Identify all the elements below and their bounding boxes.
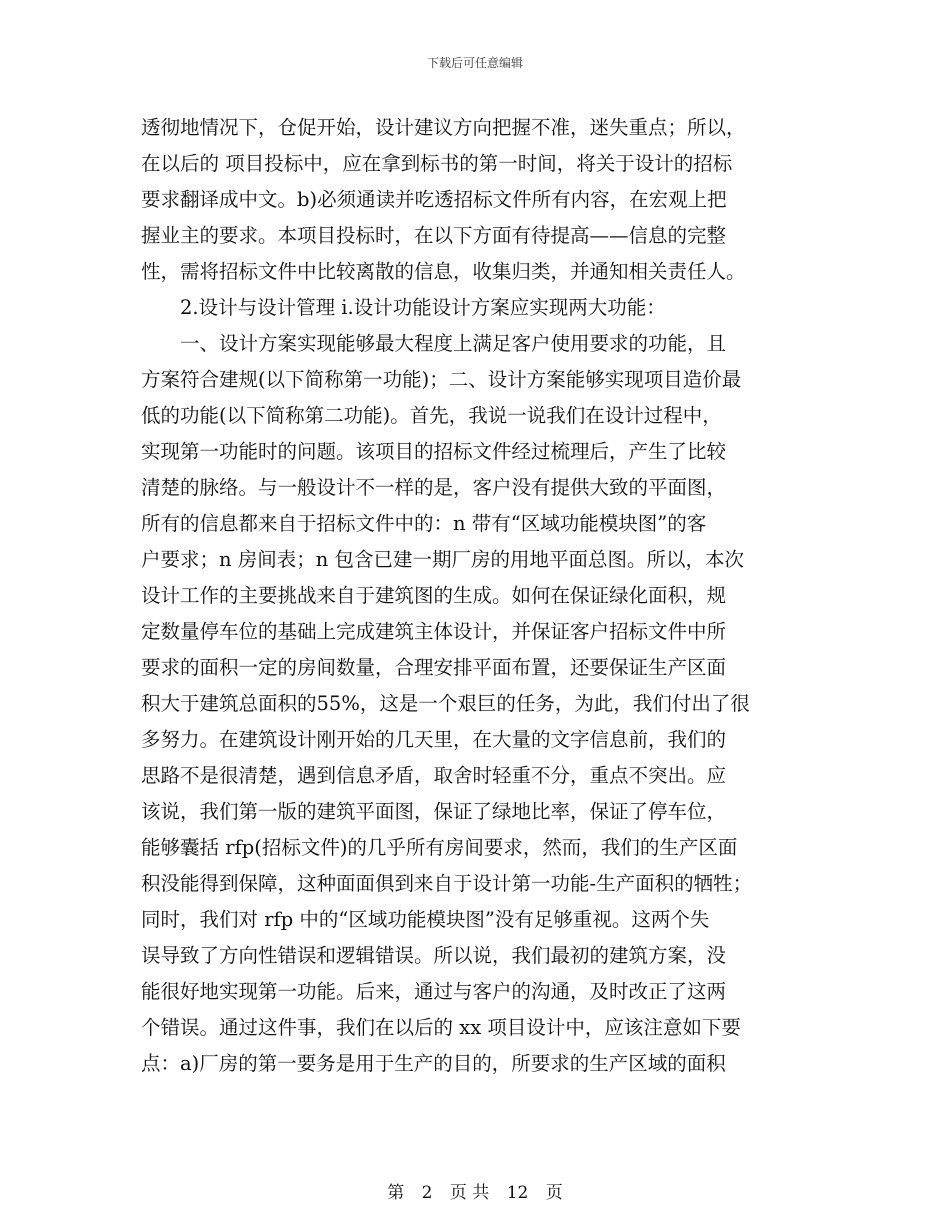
text-line: 思路不是很清楚，遇到信息矛盾，取舍时轻重不分，重点不突出。应 — [141, 764, 727, 787]
page-footer — [0, 1178, 950, 1203]
text-line: 户要求；n 房间表；n 包含已建一期厂房的用地平面总图。所以，本次 — [141, 548, 745, 571]
text-line: 方案符合建规(以下简称第一功能)；二、设计方案能够实现项目造价最 — [141, 368, 742, 391]
text-line: 一、设计方案实现能够最大程度上满足客户使用要求的功能，且 — [141, 332, 727, 355]
text-line: 性，需将招标文件中比较离散的信息，收集归类，并通知相关责任人。 — [141, 260, 746, 283]
total-pages: 12 — [506, 1183, 529, 1203]
text-line: 要求的面积一定的房间数量，合理安排平面布置，还要保证生产区面 — [141, 656, 727, 679]
footer-middle: 页 共 — [449, 1183, 490, 1203]
text-line: 能很好地实现第一功能。后来，通过与客户的沟通，及时改正了这两 — [141, 980, 727, 1003]
text-line: 要求翻译成中文。b)必须通读并吃透招标文件所有内容，在宏观上把 — [141, 188, 727, 211]
footer-suffix: 页 — [545, 1183, 563, 1203]
text-line: 积没能得到保障，这种面面俱到来自于设计第一功能-生产面积的牺牲； — [141, 872, 753, 895]
footer-prefix: 第 — [387, 1183, 405, 1203]
text-line: 在以后的 项目投标中，应在拿到标书的第一时间，将关于设计的招标 — [141, 152, 733, 175]
text-line: 握业主的要求。本项目投标时，在以下方面有待提高——信息的完整 — [141, 224, 727, 247]
text-line: 实现第一功能时的问题。该项目的招标文件经过梳理后，产生了比较 — [141, 440, 727, 463]
text-line: 所有的信息都来自于招标文件中的：n 带有“区域功能模块图”的客 — [141, 512, 707, 535]
text-line: 个错误。通过这件事，我们在以后的 xx 项目设计中，应该注意如下要 — [141, 1016, 741, 1039]
text-line: 点：a)厂房的第一要务是用于生产的目的，所要求的生产区域的面积 — [141, 1052, 726, 1075]
text-line: 清楚的脉络。与一般设计不一样的是，客户没有提供大致的平面图， — [141, 476, 727, 499]
text-line: 低的功能(以下简称第二功能)。首先，我说一说我们在设计过程中， — [141, 404, 722, 427]
text-line: 透彻地情况下，仓促开始，设计建议方向把握不准，迷失重点；所以， — [141, 116, 746, 139]
text-line: 定数量停车位的基础上完成建筑主体设计，并保证客户招标文件中所 — [141, 620, 727, 643]
page-header: 下载后可任意编辑 — [426, 56, 523, 70]
page-number: 2 — [421, 1183, 433, 1203]
text-line: 该说，我们第一版的建筑平面图，保证了绿地比率，保证了停车位， — [141, 800, 727, 823]
text-line: 积大于建筑总面积的55%，这是一个艰巨的任务，为此，我们付出了很 — [141, 692, 750, 715]
text-line: 多努力。在建筑设计刚开始的几天里，在大量的文字信息前，我们的 — [141, 728, 727, 751]
text-line: 同时，我们对 rfp 中的“区域功能模块图”没有足够重视。这两个失 — [141, 908, 710, 931]
text-line: 误导致了方向性错误和逻辑错误。所以说，我们最初的建筑方案，没 — [141, 944, 727, 967]
document-body — [141, 110, 813, 1082]
text-line: 2.设计与设计管理 i.设计功能设计方案应实现两大功能： — [141, 296, 666, 319]
text-line: 能够囊括 rfp(招标文件)的几乎所有房间要求，然而，我们的生产区面 — [141, 836, 738, 859]
text-line: 设计工作的主要挑战来自于建筑图的生成。如何在保证绿化面积，规 — [141, 584, 727, 607]
